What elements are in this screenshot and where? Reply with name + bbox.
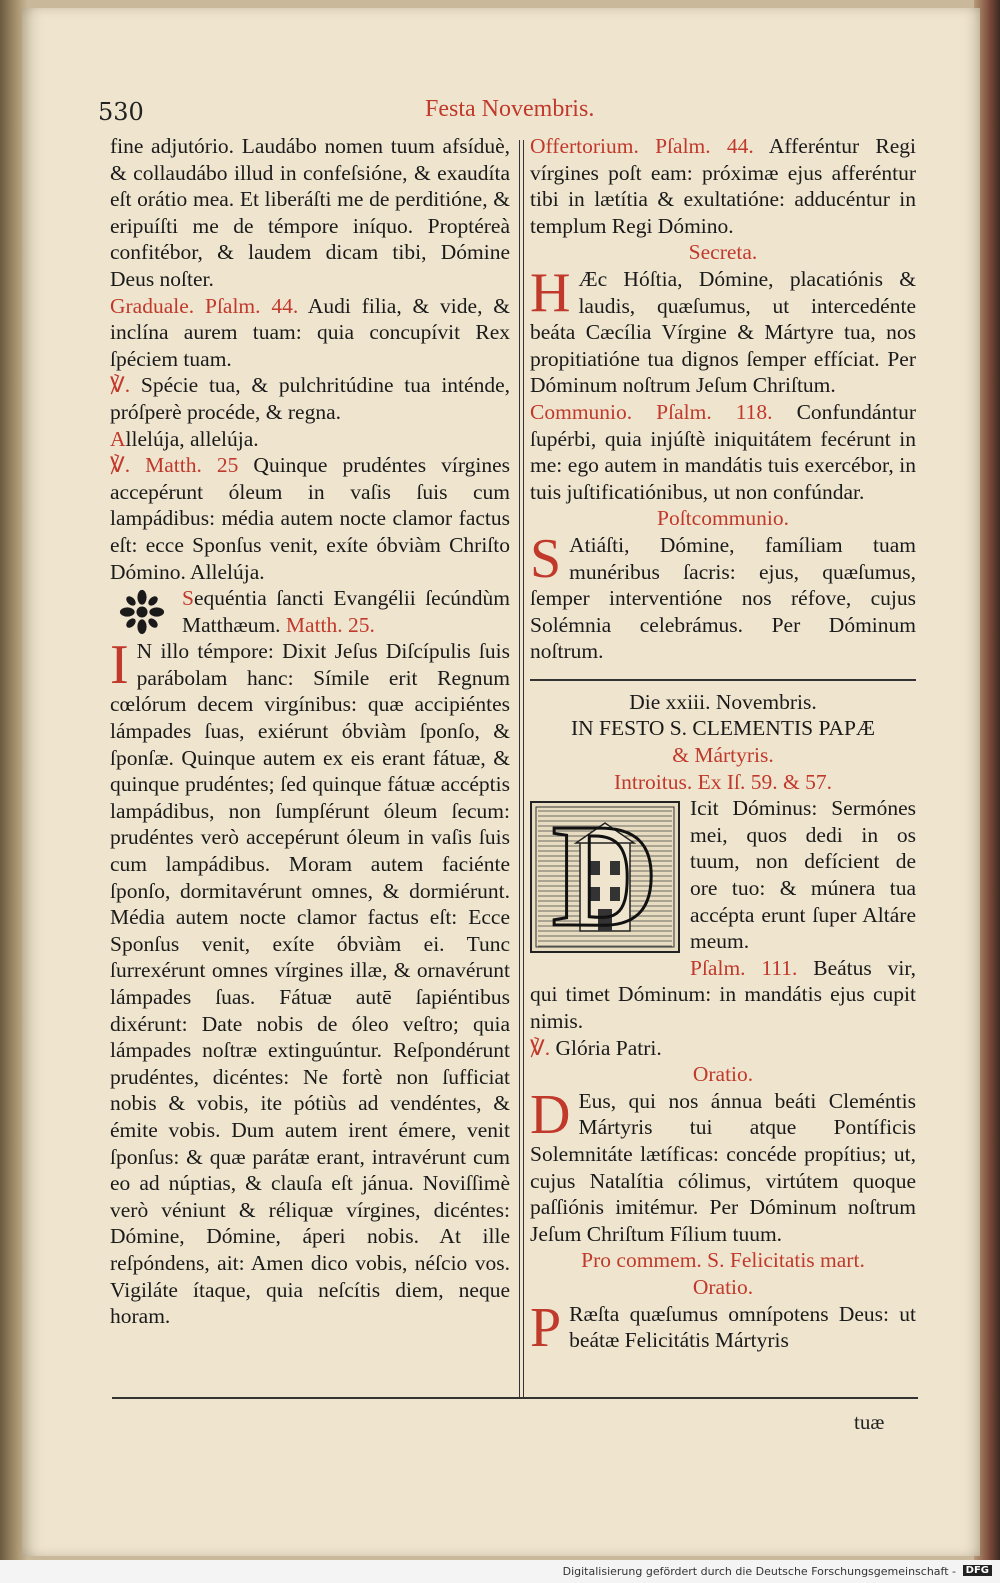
footer-text: Digitalisierung gefördert durch die Deutsche Forschungsgemeinschaft - (562, 1565, 956, 1578)
initial-paragraph (530, 527, 916, 665)
section-heading: Oratio. (692, 1062, 754, 1087)
rubric-paragraph (530, 955, 916, 1035)
feast-heading: Die xxiii. Novembris. (629, 689, 817, 714)
section-heading: & Mártyris. (672, 743, 774, 768)
woodcut-initial-paragraph (530, 794, 916, 959)
fleuron-ornament-icon (110, 587, 174, 637)
paragraph-text: Beátus vir, qui timet Dóminum: in mandátis ejus cupit nimis. (530, 955, 917, 1033)
section-heading: Pro commem. S. Felicitatis mart. (581, 1248, 865, 1273)
section-heading: Introitus. Ex Iſ. 59. & 57. (614, 769, 832, 794)
paragraph-text: N illo témpore: Dixit Jeſus Diſcípulis ſuis parábolam hanc: Símile erit Regnum cœlórum decem virgínibus: quæ accipiéntes lámpades ſuas, exiérunt óbviàm ſponſo, & ſponſæ. Quinque autem ex eis erant fátuæ, & quinque prudéntes; ſed quinque fátuæ accéptis lampádibus, non ſumpſérunt óleum ſecum: prudéntes verò accepérunt óleum in vaſis ſuis cum lampádibus. Moram autem faciénte ſponſo, dormitavérunt omnes, & dormiérunt. Média autem nocte clamor factus eſt: Ecce Sponſus venit, exíte óbviàm ei. Tunc ſurrexérunt omnes vírgines illæ, & ornavérunt lámpades ſuas. Fátuæ autē ſapiéntibus dixérunt: Date nobis de óleo veſtro; quia lámpades noſtræ extinguúntur. Reſpondérunt prudéntes, dicéntes: Ne fortè non ſufficiat nobis & vobis, ite pótiùs ad vendéntes, & émite vobis. Dum autem irent émere, venit ſponſus: & quæ parátæ erant, intravérunt cum eo ad núptias, & clauſa eſt jánua. Noviſſimè verò véniunt & réliquæ vírgines, dicéntes: Dómine, Dómine, áperi nobis. At ille reſpóndens, ait: Amen dico vobis, néſcio vos. Vigiláte ítaque, quia neſcítis diem, neque horam. (110, 639, 510, 1329)
section-divider (530, 679, 916, 681)
paragraph-text: Atiáſti, Dómine, famíliam tuam munéribus ſacris: ejus, quæſumus, ſemper interventióne nos réfove, cujus Solémnia celebrámus. Per Dóminum noſtrum. (530, 532, 916, 664)
rubric-paragraph (110, 426, 510, 453)
right-column (530, 133, 917, 1359)
catchword: tuæ (854, 1410, 885, 1434)
dfg-logo: DFG (963, 1565, 992, 1576)
woodcut-initial-letter: D (551, 794, 659, 959)
initial-paragraph (530, 261, 916, 399)
paragraph-text: Icit Dóminus: Sermónes mei, quos dedi in os tuum, non defícient de ore tuo: & múnera tua accépta erunt ſuper Altáre meum. (690, 796, 916, 954)
paragraph-text: Ræſta quæſumus omnípotens Deus: ut beátæ Felicitátis Mártyris (569, 1301, 916, 1353)
text-paragraph: fine adjutório. Laudábo nomen tuum afsíduè, & collaudábo illud in confeſsióne, & exaudíta eſt orátio mea. Et liberáſti me de perditióne, & eripuíſti me de témpore iníquo. Proptéreà confitébor, & laudem dicam tibi, Dómine Deus noſter. (110, 134, 510, 291)
heading-text: equéntia ſancti Evangélii ſecúndùm Matthæum. (182, 586, 510, 637)
rubric-paragraph (110, 372, 510, 425)
drop-cap: H (530, 261, 571, 324)
rubric-label: ℣. (530, 1035, 551, 1060)
rubric-label: Graduale. Pſalm. 44. (110, 293, 299, 318)
rubric-label: A (110, 426, 126, 451)
running-head: Festa Novembris. (425, 96, 595, 122)
feast-heading: IN FESTO S. CLEMENTIS PAPÆ (570, 716, 876, 741)
bottom-rule (112, 1397, 918, 1399)
rubric-paragraph (530, 399, 916, 505)
drop-cap: D (530, 1083, 571, 1146)
rubric-paragraph (110, 452, 510, 585)
left-column (110, 133, 510, 1330)
drop-cap: S (530, 527, 562, 590)
rubric-label: Pſalm. 111. (690, 955, 798, 980)
rubric-initial: S (182, 586, 194, 611)
rubric-paragraph (530, 133, 916, 239)
paragraph-text: Spécie tua, & pulchritúdine tua inténde, próſperè procéde, & regna. (110, 373, 510, 424)
initial-paragraph (110, 634, 510, 1329)
woodcut-initial-image (530, 794, 680, 959)
gospel-reference: Matth. 25. (285, 612, 375, 637)
rubric-label: Offertorium. Pſalm. 44. (530, 134, 754, 158)
rubric-paragraph (530, 1035, 916, 1062)
drop-cap: I (110, 634, 129, 697)
paragraph-text: Audi filia, & vide, & inclína aurem tuam: quia concupívit Rex ſpéciem tuam. (110, 293, 510, 371)
rubric-label: ℣. Matth. 25 (110, 453, 239, 478)
paragraph-text: Confundántur ſupérbi, quia injúſtè iniquitátem fecérunt in me: ego autem in mandátis tuis exercébor, in tuis juſtificatiónibus, ut non confúndar. (530, 399, 916, 504)
rubric-label: ℣. (110, 373, 131, 398)
initial-paragraph (530, 1296, 916, 1359)
paragraph-text: Æc Hóſtia, Dómine, placatiónis & laudis, quæſumus, ut intercedénte beáta Cæcília Vírgine & Mártyre tua, nos propitiatióne tua dignos ſemper effíciat. Per Dóminum noſtrum Jeſum Chriſtum. (530, 266, 916, 398)
paragraph-text: Afferéntur Regi vírgines poſt eam: próximæ ejus afferéntur tibi in lætítia & exultatióne: adducéntur in templum Regi Dómino. (530, 134, 916, 238)
rubric-label: Communio. Pſalm. 118. (530, 399, 773, 424)
section-heading: Oratio. (692, 1274, 754, 1299)
gospel-heading (110, 585, 510, 638)
rubric-paragraph (110, 293, 510, 373)
column-divider (523, 140, 524, 1398)
section-heading: Secreta. (688, 240, 758, 265)
column-divider (519, 140, 520, 1398)
drop-cap: P (530, 1296, 562, 1359)
section-heading: Poſtcommunio. (657, 506, 789, 531)
paragraph-text: llelúja, allelúja. (125, 426, 259, 451)
digitization-footer (0, 1560, 1000, 1583)
paragraph-text: Quinque prudéntes vírgines accepérunt óleum in vaſis ſuis cum lampádibus: média autem nocte clamor factus eſt: ecce Sponſus venit, exíte óbviàm Chriſto Dómino. Allelúja. (110, 453, 510, 584)
initial-paragraph (530, 1083, 916, 1248)
paragraph-text: Glória Patri. (550, 1035, 662, 1060)
paragraph-text: Eus, qui nos ánnua beáti Cleméntis Mártyris tui atque Pontíficis Solemnitáte lætíficas: concéde propítius; ut, cujus Natalítia cólimus, virtútem quoque paſſiónis imitémur. Per Dóminum noſtrum Jeſum Chriſtum Fílium tuum. (530, 1088, 916, 1246)
page-number: 530 (98, 98, 144, 126)
